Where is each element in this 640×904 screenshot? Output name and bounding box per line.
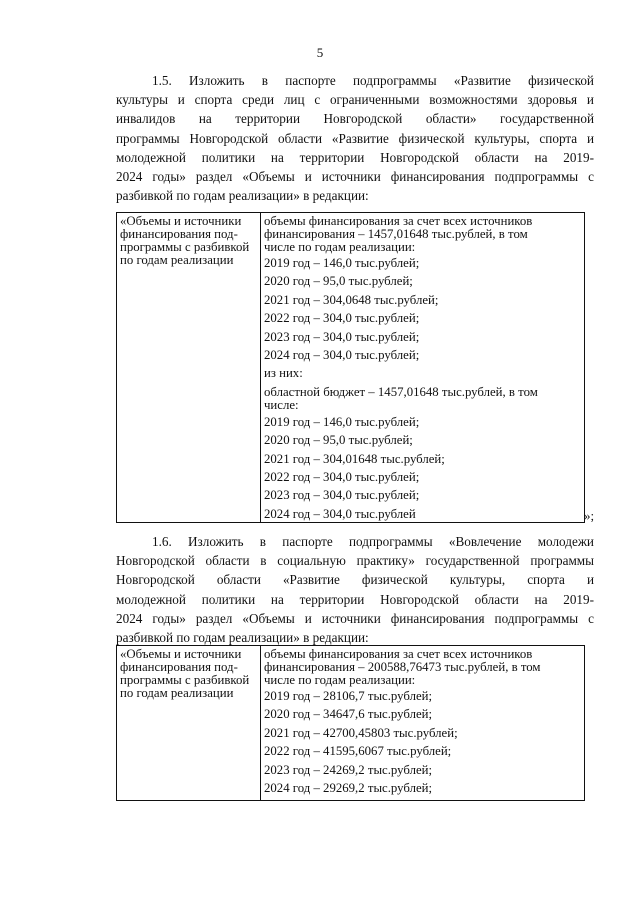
year-row: 2023 год – 304,0 тыс.рублей; <box>264 329 420 344</box>
label-line: программы с разбивкой <box>120 673 250 687</box>
funding-table-2 <box>116 645 585 801</box>
regional-budget-line <box>264 383 581 413</box>
year-row: 2020 год – 34647,6 тыс.рублей; <box>264 707 433 722</box>
paragraph-1-5 <box>116 71 594 205</box>
paragraph-1-6 <box>116 532 594 647</box>
paragraph-line: 1.5. Изложить в паспорте подпрограммы «Развитие физической <box>152 73 594 88</box>
intro-line: числе по годам реализации: <box>264 673 416 687</box>
paragraph-line: культуры и спорта среди лиц с ограниченными возможностями здоровья и <box>116 92 594 108</box>
year-row: 2021 год – 304,0648 тыс.рублей; <box>264 292 439 307</box>
year-row: 2021 год – 42700,45803 тыс.рублей; <box>264 725 458 740</box>
label-line: программы с разбивкой <box>120 240 250 254</box>
year-row: 2019 год – 28106,7 тыс.рублей; <box>264 689 433 703</box>
year-row: 2020 год – 95,0 тыс.рублей; <box>264 433 413 448</box>
table-label-cell <box>117 646 261 800</box>
year-row: 2024 год – 304,0 тыс.рублей <box>264 506 416 521</box>
paragraph-line: 2024 годы» раздел «Объемы и источники финансирования подпрограммы с <box>116 610 594 626</box>
year-row: 2019 год – 146,0 тыс.рублей; <box>264 256 420 270</box>
paragraph-line: Новгородской области «Развитие физической культуры, спорта и <box>116 572 594 588</box>
paragraph-line: программы Новгородской области «Развитие физической культуры, спорта и <box>116 130 594 146</box>
paragraph-line: молодежной политики на территории Новгородской области на 2019- <box>116 149 594 165</box>
intro-line: объемы финансирования за счет всех источников <box>264 214 533 228</box>
label-line: финансирования под- <box>120 660 238 674</box>
paragraph-line: Новгородской области в социальную практику» государственной программы <box>116 553 594 569</box>
table-label-cell <box>117 213 261 522</box>
year-row: 2021 год – 304,01648 тыс.рублей; <box>264 451 445 466</box>
table-value-cell <box>261 213 584 525</box>
closing-quote: »; <box>584 508 595 523</box>
year-row: 2023 год – 304,0 тыс.рублей; <box>264 488 420 503</box>
year-row: 2023 год – 24269,2 тыс.рублей; <box>264 762 433 777</box>
of-them-label: из них: <box>264 366 303 381</box>
paragraph-line: разбивкой по годам реализации» в редакции: <box>116 630 369 646</box>
label-line: по годам реализации <box>120 253 234 267</box>
year-row: 2022 год – 41595,6067 тыс.рублей; <box>264 744 452 759</box>
year-row: 2022 год – 304,0 тыс.рублей; <box>264 470 420 485</box>
intro-line: финансирования – 1457,01648 тыс.рублей, в том <box>264 227 528 241</box>
year-row: 2024 год – 304,0 тыс.рублей; <box>264 348 420 363</box>
table-value-cell <box>261 646 584 799</box>
year-row: 2019 год – 146,0 тыс.рублей; <box>264 414 420 429</box>
page-number: 5 <box>316 45 324 60</box>
label-line: «Объемы и источники <box>120 647 242 661</box>
label-line: «Объемы и источники <box>120 214 242 228</box>
year-row: 2024 год – 29269,2 тыс.рублей; <box>264 781 433 796</box>
label-line: финансирования под- <box>120 227 238 241</box>
paragraph-line: молодежной политики на территории Новгородской области на 2019- <box>116 591 594 607</box>
intro-line: числе по годам реализации: <box>264 240 416 254</box>
intro-line: объемы финансирования за счет всех источников <box>264 647 533 661</box>
paragraph-line: 1.6. Изложить в паспорте подпрограммы «Вовлечение молодежи <box>152 534 594 549</box>
regional-line: числе: <box>264 397 299 412</box>
regional-line: областной бюджет – 1457,01648 тыс.рублей, в том <box>264 384 538 399</box>
paragraph-line: разбивкой по годам реализации» в редакции: <box>116 188 369 204</box>
year-row: 2022 год – 304,0 тыс.рублей; <box>264 311 420 326</box>
paragraph-line: 2024 годы» раздел «Объемы и источники финансирования подпрограммы с <box>116 169 594 185</box>
intro-line: финансирования – 200588,76473 тыс.рублей, в том <box>264 660 541 674</box>
year-row: 2020 год – 95,0 тыс.рублей; <box>264 274 413 289</box>
label-line: по годам реализации <box>120 686 234 700</box>
paragraph-line: инвалидов на территории Новгородской области» государственной <box>116 111 594 127</box>
funding-table-1 <box>116 212 585 523</box>
